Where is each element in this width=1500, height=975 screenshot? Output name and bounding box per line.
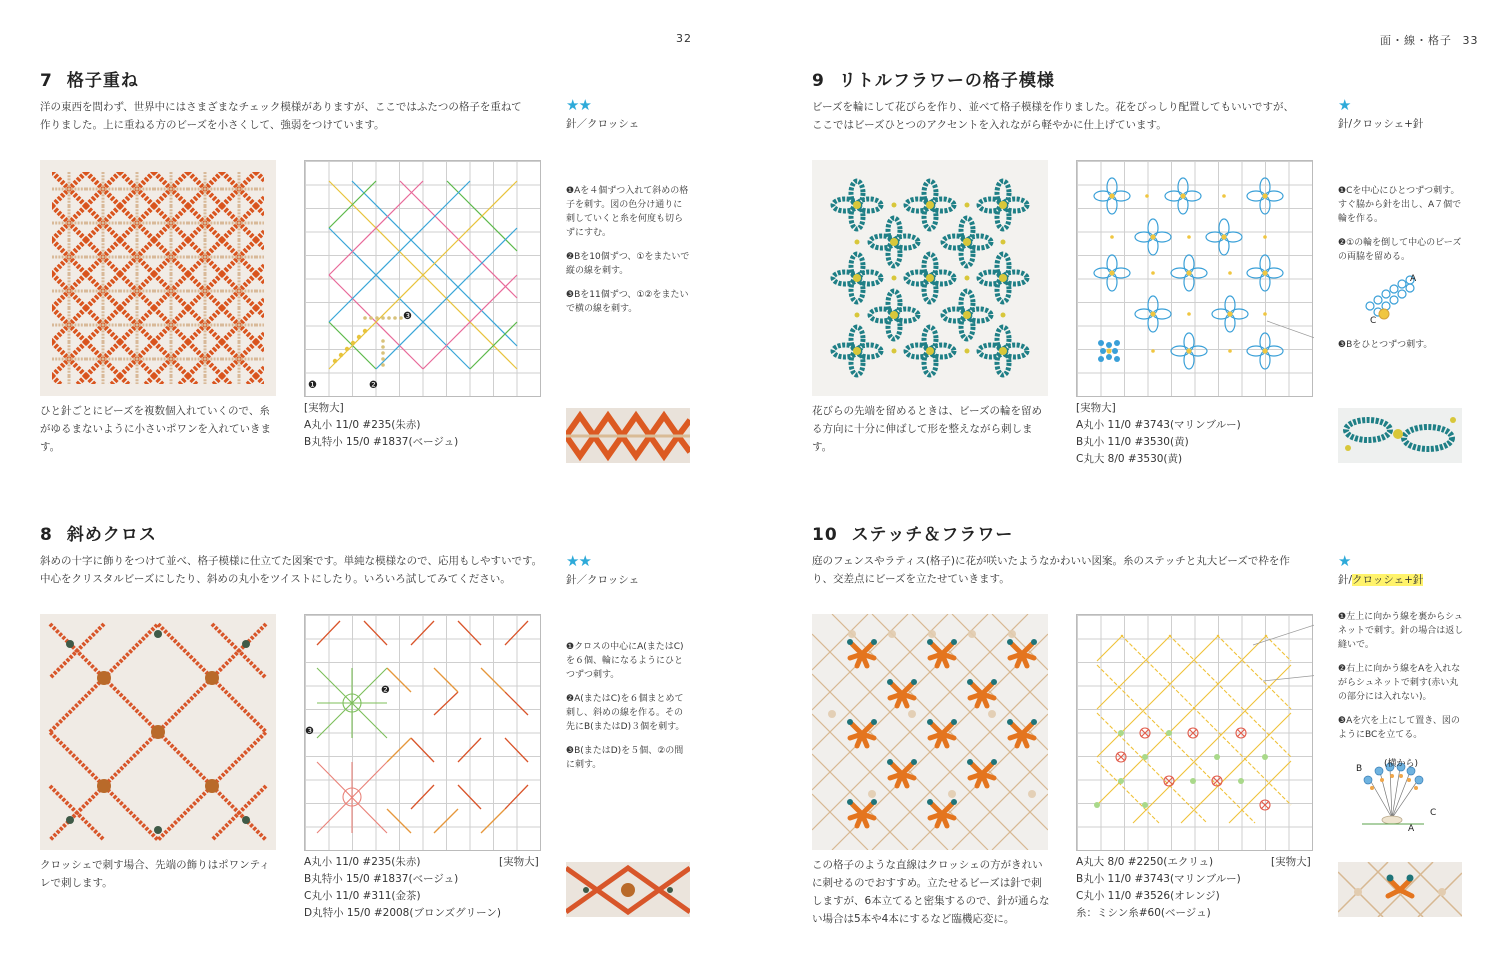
section-8-photo xyxy=(40,614,276,850)
page-header-right xyxy=(1380,32,1479,48)
material-b: B丸特小 15/0 #1837(ベージュ) xyxy=(304,873,459,885)
jisu-label: [実物大] xyxy=(1076,402,1116,414)
material-b: B丸小 11/0 #3743(マリンブルー) xyxy=(1076,873,1241,885)
section-7-photo xyxy=(40,160,276,396)
material-c: C丸大 8/0 #3530(黄) xyxy=(1076,453,1183,465)
material-a: A丸大 8/0 #2250(エクリュ) xyxy=(1076,856,1214,868)
section-8-title xyxy=(40,520,157,545)
tool-label: 針/クロッシェ+針 xyxy=(1338,118,1424,130)
section-9-step-illustration xyxy=(1352,272,1452,326)
illustration-label-c: C xyxy=(1430,808,1437,818)
page-number-left: 32 xyxy=(676,32,692,45)
section-8-caption: クロッシェで刺す場合、先端の飾りはポワンティレで刺します。 xyxy=(40,859,270,889)
section-10-steps xyxy=(1338,610,1466,752)
material-c: C丸小 11/0 #311(金茶) xyxy=(304,890,421,902)
material-a: A丸小 11/0 #3743(マリンブルー) xyxy=(1076,419,1241,431)
jisu-label: [実物大] xyxy=(499,856,539,868)
section-9-intro: ビーズを輪にして花びらを作り、並べて格子模様を作りました。花をびっしり配置してもいいですが、 ここではビーズひとつのアクセントを入れながら軽やかに仕上げています。 xyxy=(812,101,1295,131)
section-number: 10 xyxy=(812,525,838,545)
section-title-text: リトルフラワーの格子模様 xyxy=(838,71,1055,91)
section-9-caption: 花びらの先端を留めるときは、ビーズの輪を留める方向に十分に伸ばして形を整えながら刺します。 xyxy=(812,405,1043,453)
section-10-title xyxy=(812,520,1013,545)
step-3: ❸Aを穴を上にして置き、図のようにBCを立てる。 xyxy=(1338,716,1460,740)
difficulty-stars: ★★ xyxy=(566,96,591,114)
section-9-diagram xyxy=(1076,160,1313,397)
jisu-label: [実物大] xyxy=(1271,856,1311,868)
step-2: ❷A(またはC)を６個まとめて刺し、斜めの線を作る。その先にB(またはD)３個を刺す。 xyxy=(566,694,685,732)
material-thread: 糸：ミシン糸#60(ベージュ) xyxy=(1076,907,1211,919)
page-number-right: 33 xyxy=(1462,34,1479,47)
difficulty-stars: ★ xyxy=(1338,552,1351,570)
illustration-label-a: A xyxy=(1410,274,1417,284)
step-2: ❷右上に向かう線をAを入れながらシュネットで刺す(赤い丸の部分には入れない)。 xyxy=(1338,664,1461,702)
material-d: D丸特小 15/0 #2008(ブロンズグリーン) xyxy=(304,907,502,919)
step-1: ❶クロスの中心にA(またはC)を６個、輪になるようにひとつずつ刺す。 xyxy=(566,642,684,680)
difficulty-stars: ★ xyxy=(1338,96,1351,114)
illustration-label-a: A xyxy=(1408,824,1415,834)
section-title-text: ステッチ＆フラワー xyxy=(851,525,1014,545)
section-number: 8 xyxy=(40,525,53,545)
tool-label-a: 針/ xyxy=(1338,574,1353,586)
section-10-intro: 庭のフェンスやラティス(格子)に花が咲いたようなかわいい図案。糸のステッチと丸大ビーズで枠を作 り、交差点にビーズを立たせていきます。 xyxy=(812,555,1290,585)
section-10-step-illustration xyxy=(1352,756,1452,836)
tool-label: 針／クロッシェ xyxy=(566,574,640,586)
section-7-intro: 洋の東西を問わず、世界中にはさまざまなチェック模様がありますが、ここではふたつの格子を重ねて 作りました。上に重ねる方のビーズを小さくして、強弱をつけています。 xyxy=(40,101,522,131)
step-2: ❷①の輪を倒して中心のビーズの両脇を留める。 xyxy=(1338,238,1462,262)
section-8-intro: 斜めの十字に飾りをつけて並べ、格子模様に仕立てた図案です。単純な模様なので、応用もしやすいです。 中心をクリスタルビーズにしたり、斜めの丸小をツイストにしたり。いろいろ試してみてください。 xyxy=(40,555,543,585)
step-3: ❸Bを11個ずつ、①②をまたいで横の線を刺す。 xyxy=(566,290,689,314)
section-9-step-3: ❸Bをひとつずつ刺す。 xyxy=(1338,340,1433,350)
step-2: ❷Bを10個ずつ、①をまたいで縦の線を刺す。 xyxy=(566,252,690,276)
step-1: ❶Aを４個ずつ入れて斜めの格子を刺す。図の色分け通りに刺していくと糸を何度も切らずにすむ。 xyxy=(566,186,689,238)
diagram-marker-3: ❸ xyxy=(403,311,412,322)
diagram-marker-3: ❸ xyxy=(305,726,314,737)
material-a: A丸小 11/0 #235(朱赤) xyxy=(304,419,421,431)
section-9-closeup xyxy=(1338,408,1462,463)
section-title-text: 斜めクロス xyxy=(66,525,157,545)
section-8-steps xyxy=(566,640,690,782)
section-7-closeup xyxy=(566,408,690,463)
jisu-label: [実物大] xyxy=(304,402,344,414)
section-9-title xyxy=(812,66,1055,91)
section-10-caption: この格子のような直線はクロッシェの方がきれいに刺せるのでおすすめ。立たせるビーズは針で刺しますが、6本立てると密集するので、針が通らない場合は5本や4本にするなど臨機応変に。 xyxy=(812,859,1050,925)
material-b: B丸特小 15/0 #1837(ベージュ) xyxy=(304,436,459,448)
diagram-marker-2: ❷ xyxy=(369,380,378,391)
section-10-closeup xyxy=(1338,862,1462,917)
tool-label: 針／クロッシェ xyxy=(566,118,640,130)
difficulty-stars: ★★ xyxy=(566,552,591,570)
tool-label-highlight: クロッシェ+針 xyxy=(1352,574,1424,586)
section-title-text: 格子重ね xyxy=(66,71,139,91)
section-7-materials xyxy=(304,400,544,451)
section-7-caption: ひと針ごとにビーズを複数個入れていくので、糸がゆるまないように小さいポワンを入れていきます。 xyxy=(40,405,271,453)
section-9-steps xyxy=(1338,184,1466,274)
material-b: B丸小 11/0 #3530(黄) xyxy=(1076,436,1189,448)
illustration-label-b: B xyxy=(1356,764,1363,774)
step-1: ❶Cを中心にひとつずつ刺す。すぐ脇から針を出し、A７個で輪を作る。 xyxy=(1338,186,1462,224)
diagram-marker-1: ❶ xyxy=(308,380,317,391)
section-9-photo xyxy=(812,160,1048,396)
section-number: 9 xyxy=(812,71,825,91)
section-7-diagram xyxy=(304,160,541,397)
section-10-photo xyxy=(812,614,1048,850)
section-7-steps xyxy=(566,184,690,326)
section-7-title xyxy=(40,66,139,91)
step-3: ❸B(またはD)を５個、②の間に刺す。 xyxy=(566,746,684,770)
step-1: ❶左上に向かう線を裏からシュネットで刺す。針の場合は返し縫いで。 xyxy=(1338,612,1464,650)
section-8-closeup xyxy=(566,862,690,917)
section-number: 7 xyxy=(40,71,53,91)
page-header-label: 面・線・格子 xyxy=(1380,34,1452,47)
section-10-diagram xyxy=(1076,614,1313,851)
section-8-diagram xyxy=(304,614,541,851)
material-a: A丸小 11/0 #235(朱赤) xyxy=(304,856,421,868)
diagram-marker-2: ❷ xyxy=(381,685,390,696)
section-9-materials xyxy=(1076,400,1316,468)
material-c: C丸小 11/0 #3526(オレンジ) xyxy=(1076,890,1220,902)
tool-label xyxy=(1338,572,1423,587)
illustration-label-side: (横から) xyxy=(1384,759,1419,769)
illustration-label-c: C xyxy=(1370,316,1377,326)
